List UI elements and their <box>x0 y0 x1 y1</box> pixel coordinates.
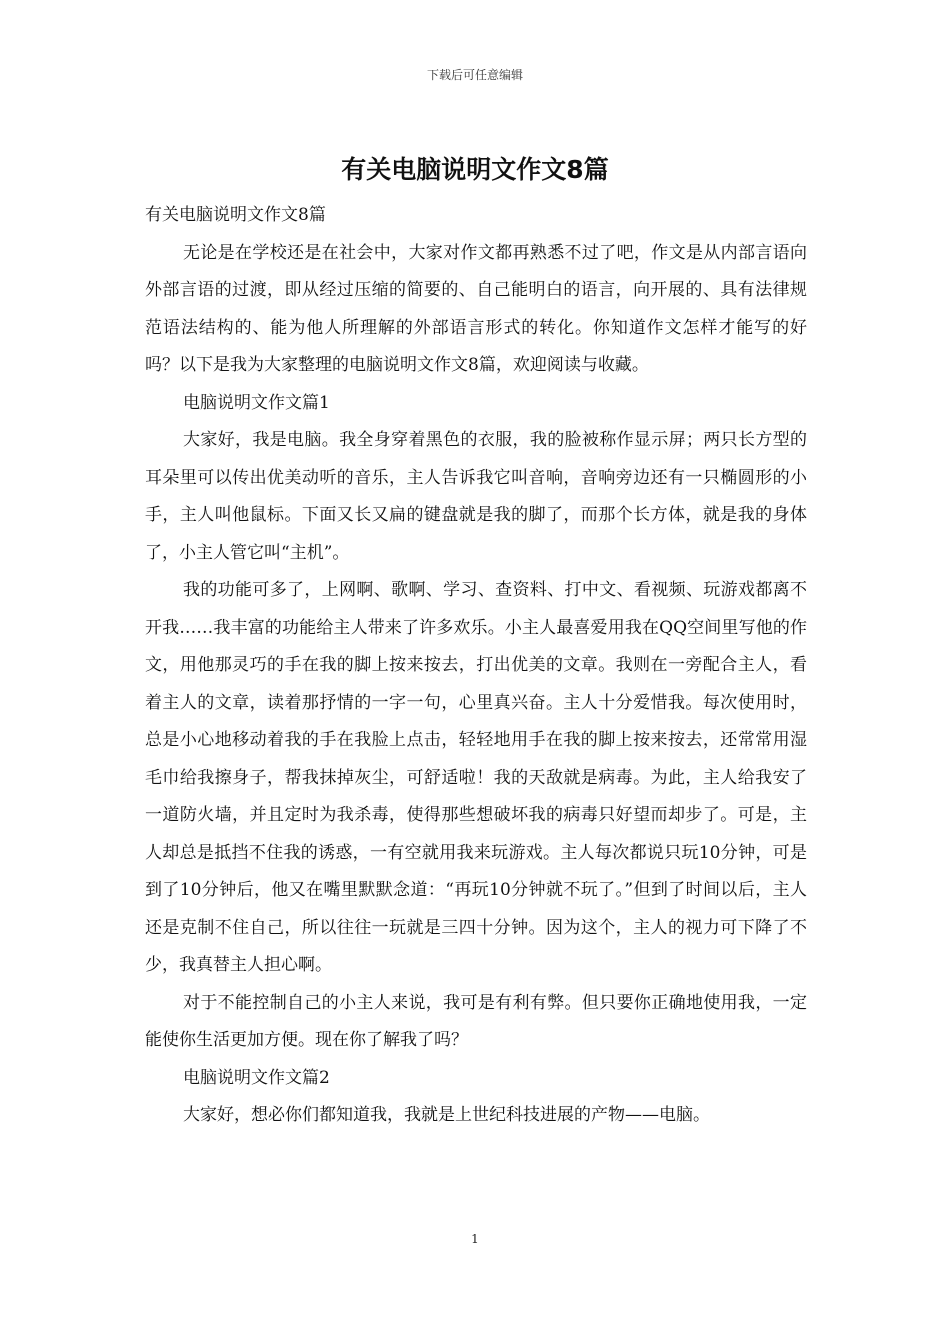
section-heading-2: 电脑说明文作文篇2 <box>183 1067 330 1088</box>
document-title: 有关电脑说明文作文8篇 <box>341 155 609 184</box>
paragraph: 大家好，想必你们都知道我，我就是上世纪科技进展的产物——电脑。 <box>183 1105 710 1125</box>
paragraph-intro: 无论是在学校还是在社会中，大家对作文都再熟悉不过了吧，作文是从内部言语向外部言语的过渡，即从经过压缩的简要的、自己能明白的语言，向开展的、具有法律规范语法结构的、能为他人所理解的外部语言形式的转化。你知道作文怎样才能写的好吗？以下是我为大家整理的电脑说明文作文8篇，欢迎阅读与收藏。 <box>145 242 807 375</box>
paragraph: 我的功能可多了，上网啊、歌啊、学习、查资料、打中文、看视频、玩游戏都离不开我……我丰富的功能给主人带来了许多欢乐。小主人最喜爱用我在QQ空间里写他的作文，用他那灵巧的手在我的脚上按来按去，打出优美的文章。我则在一旁配合主人，看着主人的文章，读着那抒情的一字一句，心里真兴奋。主人十分爱惜我。每次使用时，总是小心地移动着我的手在我脸上点击，轻轻地用手在我的脚上按来按去，还常常用湿毛巾给我擦身子，帮我抹掉灰尘，可舒适啦！我的天敌就是病毒。为此，主人给我安了一道防火墙，并且定时为我杀毒，使得那些想破坏我的病毒只好望而却步了。可是，主人却总是抵挡不住我的诱惑，一有空就用我来玩游戏。主人每次都说只玩10分钟，可是到了10分钟后，他又在嘴里默默念道：“再玩10分钟就不玩了。”但到了时间以后，主人还是克制不住自己，所以往往一玩就是三四十分钟。因为这个，主人的视力可下降了不少，我真替主人担心啊。 <box>145 580 807 975</box>
paragraph: 大家好，我是电脑。我全身穿着黑色的衣服，我的脸被称作显示屏；两只长方型的耳朵里可以传出优美动听的音乐，主人告诉我它叫音响，音响旁边还有一只椭圆形的小手，主人叫他鼠标。下面又长又扁的键盘就是我的脚了，而那个长方体，就是我的身体了，小主人管它叫“主机”。 <box>145 430 807 563</box>
page-number: 1 <box>471 1232 479 1246</box>
document-body <box>145 197 807 1135</box>
header-note: 下载后可任意编辑 <box>426 68 523 82</box>
paragraph: 对于不能控制自己的小主人来说，我可是有利有弊。但只要你正确地使用我，一定能使你生活更加方便。现在你了解我了吗？ <box>145 992 807 1050</box>
section-heading-1: 电脑说明文作文篇1 <box>183 392 330 413</box>
paragraph-subtitle: 有关电脑说明文作文8篇 <box>145 205 326 225</box>
